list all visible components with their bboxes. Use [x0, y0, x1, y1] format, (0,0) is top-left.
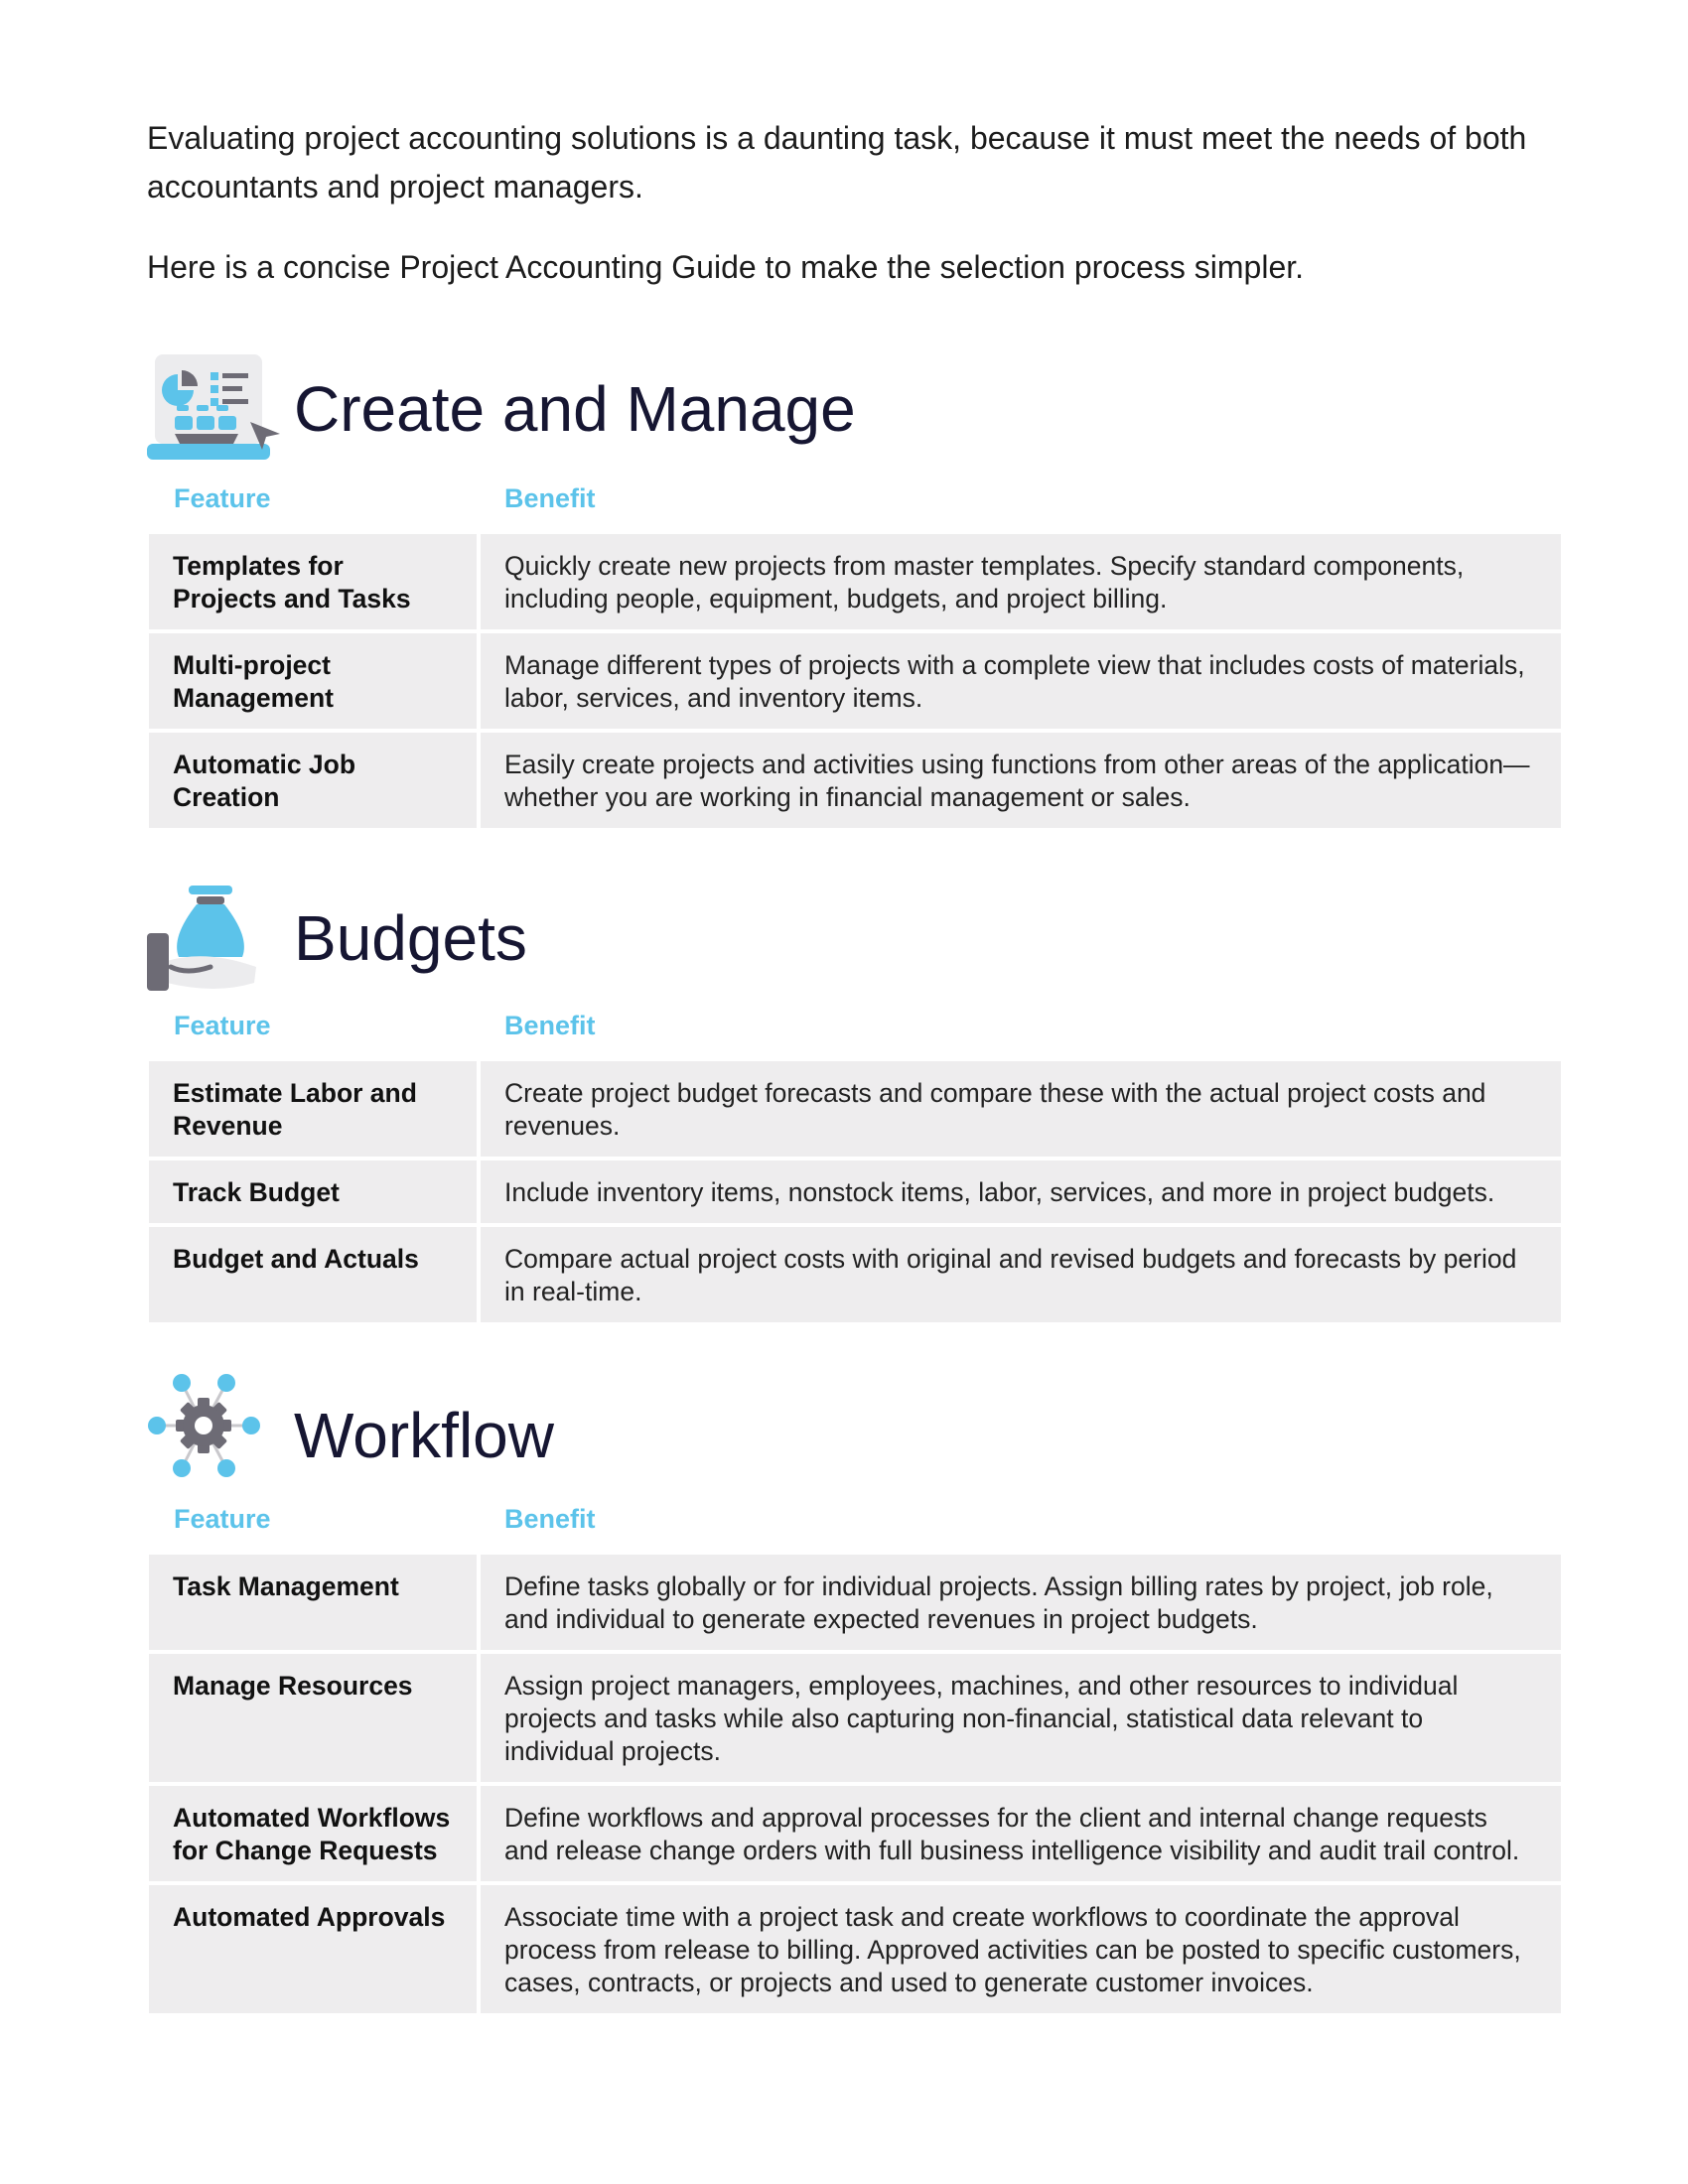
section-create-and-manage-header — [147, 352, 1537, 472]
section-title: Create and Manage — [294, 373, 856, 445]
feature-cell: Automatic Job Creation — [149, 733, 477, 828]
table-row — [149, 633, 1561, 729]
feature-cell: Task Management — [149, 1555, 477, 1650]
features-table-workflow — [149, 1499, 1561, 2017]
dashboard-laptop-icon — [147, 352, 266, 472]
benefit-cell: Define tasks globally or for individual projects. Assign billing rates by project, job role, and individual to generate expected revenues in project budgets. — [481, 1555, 1561, 1650]
benefit-cell: Quickly create new projects from master templates. Specify standard components, including people, equipment, budgets, and project billing. — [481, 534, 1561, 629]
table-row — [149, 1227, 1561, 1322]
section-budgets-header — [147, 884, 1537, 1003]
table-row — [149, 1555, 1561, 1650]
feature-cell: Multi-project Management — [149, 633, 477, 729]
section-title: Workflow — [294, 1400, 554, 1471]
table-header — [149, 1006, 1561, 1061]
money-bag-hand-icon — [147, 884, 266, 1003]
feature-cell: Track Budget — [149, 1160, 477, 1223]
benefit-cell: Associate time with a project task and create workflows to coordinate the approval process from release to billing. Approved activities can be posted to specific customers, cases, contracts, or projects and used to generate customer invoices. — [481, 1885, 1561, 2013]
intro-paragraph-1: Evaluating project accounting solutions is a daunting task, because it must meet the needs of both accountants and project managers. — [147, 120, 1527, 205]
benefit-cell: Include inventory items, nonstock items, labor, services, and more in project budgets. — [481, 1160, 1561, 1223]
table-row — [149, 1160, 1561, 1223]
feature-cell: Manage Resources — [149, 1654, 477, 1782]
column-header-feature: Feature — [174, 1011, 271, 1040]
benefit-cell: Easily create projects and activities using functions from other areas of the application—whether you are working in financial management or sales. — [481, 733, 1561, 828]
feature-cell: Automated Approvals — [149, 1885, 477, 2013]
table-row — [149, 1061, 1561, 1157]
feature-cell: Estimate Labor and Revenue — [149, 1061, 477, 1157]
benefit-cell: Define workflows and approval processes for the client and internal change requests and release change orders with full business intelligence visibility and audit trail control. — [481, 1786, 1561, 1881]
section-workflow-header — [147, 1370, 1537, 1489]
table-row — [149, 534, 1561, 629]
feature-cell: Templates for Projects and Tasks — [149, 534, 477, 629]
gear-network-icon — [147, 1370, 266, 1489]
column-header-benefit: Benefit — [504, 1504, 596, 1534]
benefit-cell: Manage different types of projects with a complete view that includes costs of materials, labor, services, and inventory items. — [481, 633, 1561, 729]
table-header — [149, 478, 1561, 534]
section-title: Budgets — [294, 902, 527, 974]
column-header-benefit: Benefit — [504, 1011, 596, 1040]
table-row — [149, 733, 1561, 828]
column-header-benefit: Benefit — [504, 483, 596, 513]
features-table-create-and-manage — [149, 478, 1561, 832]
benefit-cell: Assign project managers, employees, machines, and other resources to individual projects and tasks while also capturing non-financial, statistical data relevant to individual projects. — [481, 1654, 1561, 1782]
features-table-budgets — [149, 1006, 1561, 1326]
benefit-cell: Create project budget forecasts and compare these with the actual project costs and revenues. — [481, 1061, 1561, 1157]
feature-cell: Budget and Actuals — [149, 1227, 477, 1322]
intro-paragraph-2: Here is a concise Project Accounting Guide to make the selection process simpler. — [147, 249, 1305, 285]
table-row — [149, 1885, 1561, 2013]
benefit-cell: Compare actual project costs with original and revised budgets and forecasts by period in real-time. — [481, 1227, 1561, 1322]
feature-cell: Automated Workflows for Change Requests — [149, 1786, 477, 1881]
table-row — [149, 1654, 1561, 1782]
column-header-feature: Feature — [174, 483, 271, 513]
table-header — [149, 1499, 1561, 1555]
table-row — [149, 1786, 1561, 1881]
column-header-feature: Feature — [174, 1504, 271, 1534]
